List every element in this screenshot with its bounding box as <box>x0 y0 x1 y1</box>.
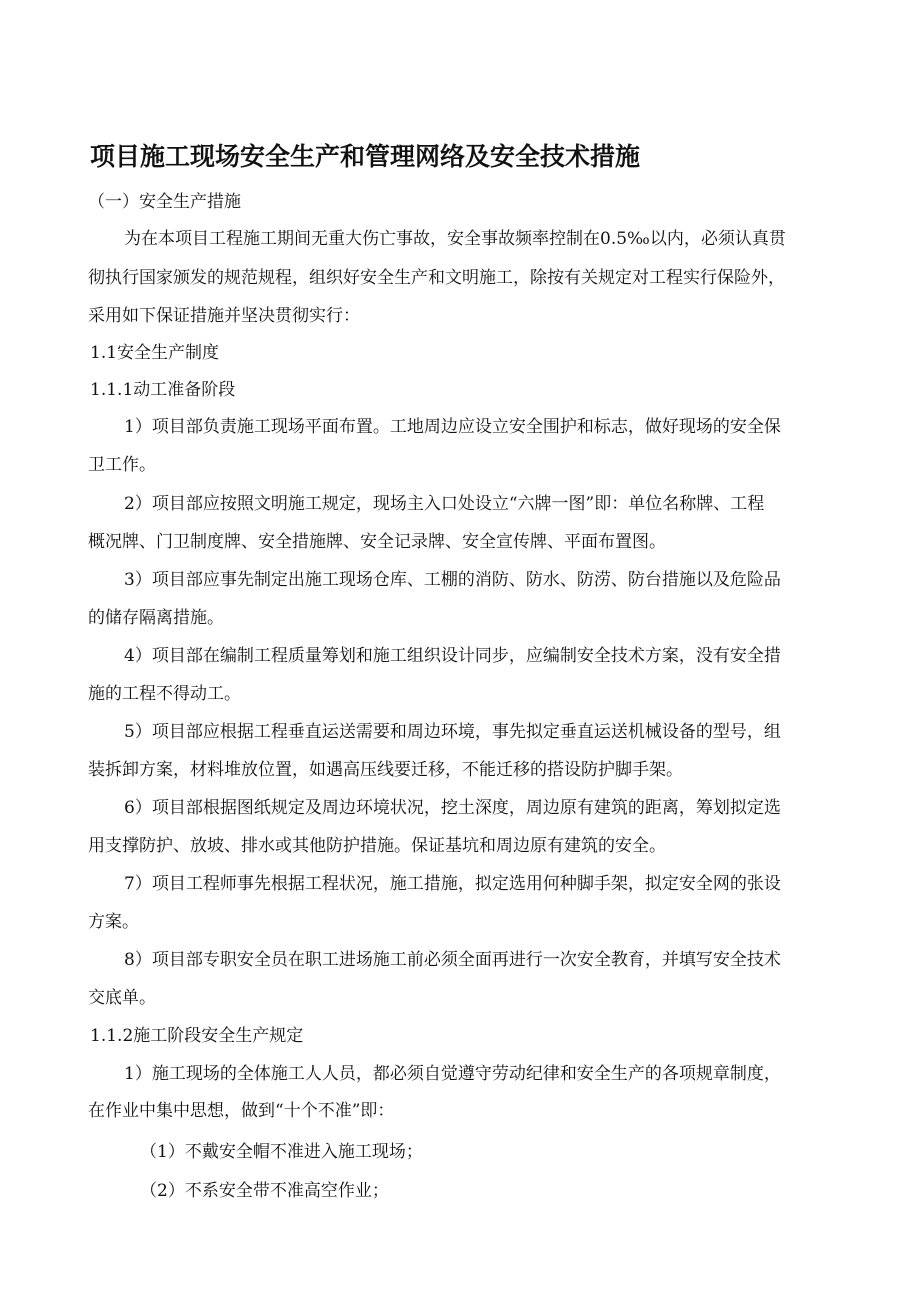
sub-list-item: （2）不系安全带不准高空作业； <box>140 1181 389 1201</box>
list-item-line: 的储存隔离措施。 <box>88 608 224 628</box>
subsection-heading: 1.1安全生产制度 <box>90 343 220 363</box>
list-item-line: 装拆卸方案，材料堆放位置，如遇高压线要迁移，不能迁移的搭设防护脚手架。 <box>88 760 683 780</box>
list-item-line: 卫工作。 <box>88 455 156 475</box>
list-item-line: 2）项目部应按照文明施工规定，现场主入口处设立“六牌一图”即：单位名称牌、工程 <box>124 494 765 514</box>
list-item-line: 1）项目部负责施工现场平面布置。工地周边应设立安全围护和标志，做好现场的安全保 <box>124 417 781 437</box>
list-item-line: 7）项目工程师事先根据工程状况，施工措施，拟定选用何种脚手架，拟定安全网的张设 <box>124 874 781 894</box>
list-item-line: 在作业中集中思想，做到“十个不准”即： <box>88 1101 395 1121</box>
list-item-line: 交底单。 <box>88 988 156 1008</box>
sub-list-item: （1）不戴安全帽不准进入施工现场； <box>140 1142 423 1162</box>
subsection-heading: 1.1.1动工准备阶段 <box>90 380 236 400</box>
list-item-line: 概况牌、门卫制度牌、安全措施牌、安全记录牌、安全宣传牌、平面布置图。 <box>88 532 666 552</box>
document-title: 项目施工现场安全生产和管理网络及安全技术措施 <box>90 142 641 171</box>
list-item-line: 6）项目部根据图纸规定及周边环境状况，挖土深度，周边原有建筑的距离，筹划拟定选 <box>124 798 781 818</box>
list-item-line: 3）项目部应事先制定出施工现场仓库、工棚的消防、防水、防涝、防台措施以及危险品 <box>124 570 781 590</box>
paragraph-line: 彻执行国家颁发的规范规程，组织好安全生产和文明施工，除按有关规定对工程实行保险外， <box>88 268 785 288</box>
subsection-heading: 1.1.2施工阶段安全生产规定 <box>90 1026 304 1046</box>
list-item-line: 1）施工现场的全体施工人人员，都必须自觉遵守劳动纪律和安全生产的各项规章制度， <box>124 1064 781 1084</box>
paragraph-line: 为在本项目工程施工期间无重大伤亡事故，安全事故频率控制在0.5‰以内，必须认真贯 <box>124 229 786 249</box>
list-item-line: 施的工程不得动工。 <box>88 684 241 704</box>
list-item-line: 用支撑防护、放坡、排水或其他防护措施。保证基坑和周边原有建筑的安全。 <box>88 836 666 856</box>
paragraph-line: 采用如下保证措施并坚决贯彻实行： <box>88 306 360 326</box>
list-item-line: 5）项目部应根据工程垂直运送需要和周边环境，事先拟定垂直运送机械设备的型号，组 <box>124 722 781 742</box>
list-item-line: 8）项目部专职安全员在职工进场施工前必须全面再进行一次安全教育，并填写安全技术 <box>124 950 781 970</box>
list-item-line: 4）项目部在编制工程质量筹划和施工组织设计同步，应编制安全技术方案，没有安全措 <box>124 646 781 666</box>
section-heading: （一）安全生产措施 <box>88 192 241 212</box>
list-item-line: 方案。 <box>88 912 139 932</box>
